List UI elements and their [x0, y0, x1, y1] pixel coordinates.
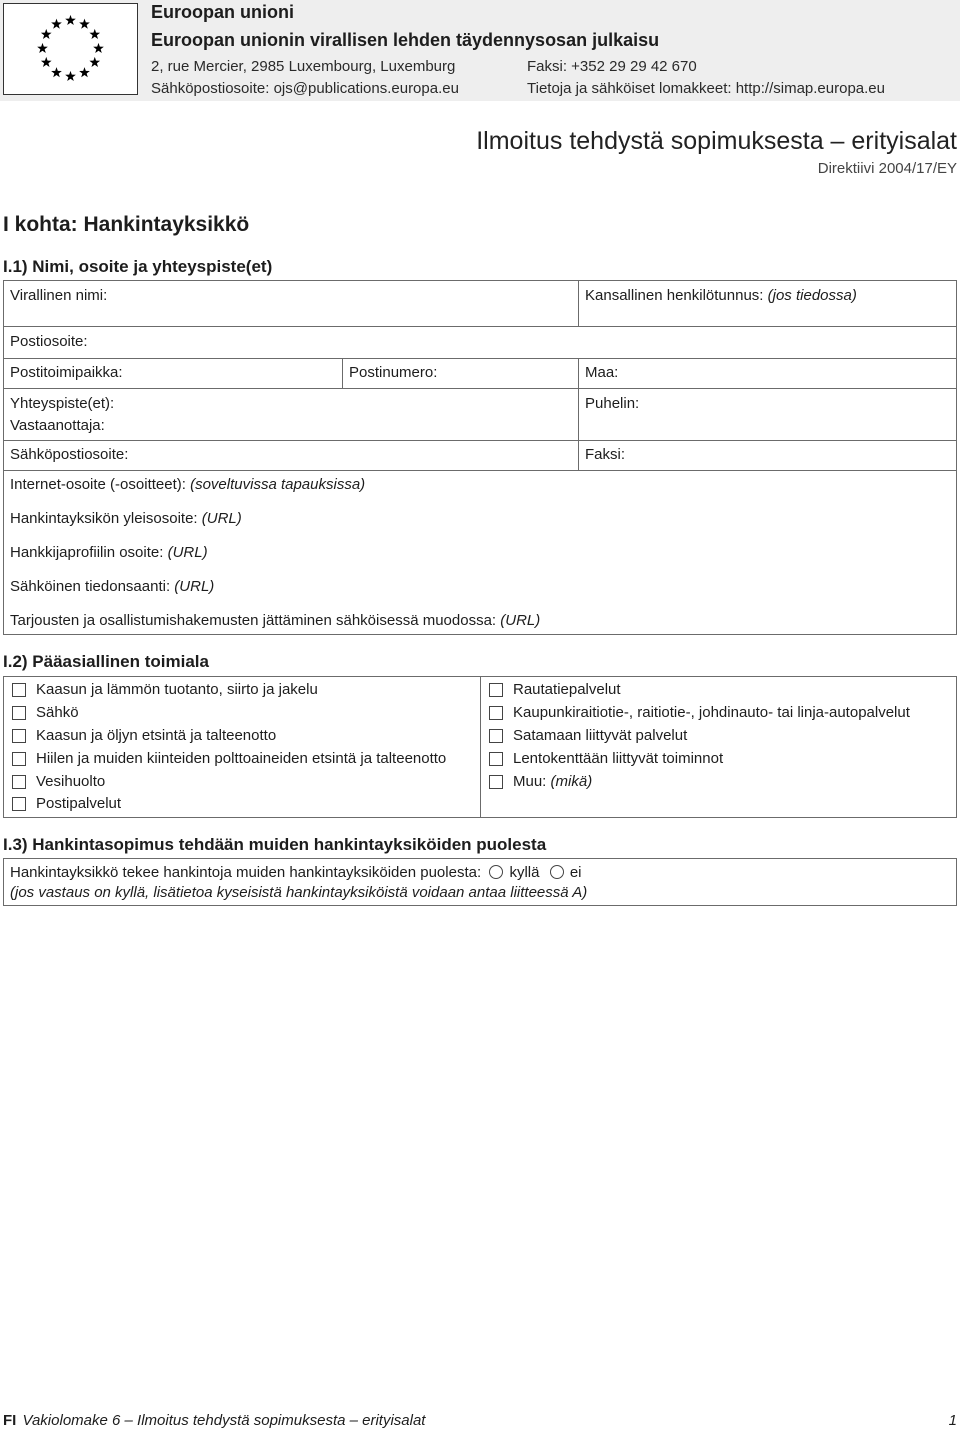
header-email-label: Sähköpostiosoite: [151, 80, 270, 97]
activity-option [481, 747, 956, 770]
footer-left [3, 1411, 425, 1431]
activity-other-note: (mikä) [550, 772, 593, 790]
official-name-field[interactable] [4, 281, 578, 326]
form-title: Ilmoitus tehdystä sopimuksesta – erityisalat [476, 127, 957, 155]
activity-checkbox[interactable] [12, 775, 26, 789]
activity-label: Muu: [513, 772, 547, 790]
electronic-access-field[interactable] [4, 573, 956, 607]
national-id-label: Kansallinen henkilötunnus: [585, 287, 764, 304]
on-behalf-box [3, 858, 957, 906]
activity-checkbox[interactable] [489, 683, 503, 697]
url-label: Tarjousten ja osallistumishakemusten jättäminen sähköisessä muodossa: [10, 612, 497, 629]
flag-star-icon [51, 67, 62, 77]
activity-option [481, 679, 956, 702]
subsection-heading-i2: I.2) Pääasiallinen toimiala [3, 652, 209, 671]
buyer-profile-field[interactable] [4, 539, 956, 573]
subsection-heading-i3: I.3) Hankintasopimus tehdään muiden hankintayksiköiden puolesta [3, 835, 547, 854]
email-field[interactable] [4, 441, 578, 470]
country-field[interactable] [578, 359, 956, 388]
activity-checkbox[interactable] [489, 706, 503, 720]
header-info-link[interactable]: http://simap.europa.eu [735, 80, 885, 97]
flag-star-icon [89, 57, 100, 67]
activity-checkbox[interactable] [12, 683, 26, 697]
fax-label: Faksi: [585, 446, 626, 463]
flag-star-icon [41, 57, 52, 67]
main-activity-box [3, 676, 957, 818]
contact-points-field[interactable] [4, 389, 578, 440]
contact-points-label: Yhteyspiste(et): [10, 395, 115, 412]
email-label: Sähköpostiosoite: [10, 446, 129, 463]
activity-label: Postipalvelut [36, 795, 122, 813]
flag-star-icon [65, 71, 76, 81]
flag-star-icon [41, 29, 52, 39]
postal-code-field[interactable] [342, 359, 578, 388]
header-info-label: Tietoja ja sähköiset lomakkeet: [527, 80, 732, 97]
activity-option [4, 770, 480, 793]
flag-star-icon [51, 19, 62, 29]
national-id-field[interactable] [578, 281, 956, 326]
telephone-label: Puhelin: [585, 395, 640, 412]
official-name-label: Virallinen nimi: [10, 287, 108, 304]
on-behalf-question-line [10, 863, 956, 883]
internet-label: Internet-osoite (-osoitteet): [10, 476, 186, 493]
town-field[interactable] [4, 359, 342, 388]
country-label: Maa: [585, 364, 619, 381]
on-behalf-note: (jos vastaus on kyllä, lisätietoa kyseisistä hankintayksiköistä voidaan antaa liitteessä A) [10, 884, 588, 901]
flag-star-icon [37, 43, 48, 53]
internet-addresses-heading [4, 471, 956, 505]
telephone-field[interactable] [578, 389, 956, 440]
internet-addresses [4, 471, 956, 634]
flag-star-icon [93, 43, 104, 53]
contact-details-box [3, 280, 957, 635]
footer-form-name: Vakiolomake 6 – Ilmoitus tehdystä sopimuksesta – erityisalat [22, 1412, 426, 1429]
national-id-note: (jos tiedossa) [767, 287, 857, 304]
section-heading: I kohta: Hankintayksikkö [3, 213, 250, 236]
activity-label: Kaupunkiraitiotie-, raitiotie-, johdinauto- tai linja-autopalvelut [513, 704, 910, 722]
url-label: Sähköinen tiedonsaanti: [10, 578, 171, 595]
footer-page-number: 1 [948, 1412, 957, 1429]
electronic-submission-field[interactable] [4, 607, 956, 631]
postal-code-label: Postinumero: [349, 364, 438, 381]
flag-star-icon [79, 19, 90, 29]
activity-checkbox[interactable] [12, 729, 26, 743]
flag-star-icon [79, 67, 90, 77]
activity-checkbox[interactable] [489, 752, 503, 766]
activity-label: Kaasun ja öljyn etsintä ja talteenotto [36, 726, 277, 744]
activity-label: Vesihuolto [36, 772, 106, 790]
eu-flag-logo [3, 3, 138, 95]
activity-option [481, 702, 956, 725]
footer-language: FI [3, 1412, 17, 1429]
header-info-line [527, 79, 885, 99]
fax-field[interactable] [578, 441, 956, 470]
activity-checkbox[interactable] [489, 775, 503, 789]
general-address-field[interactable] [4, 505, 956, 539]
town-label: Postitoimipaikka: [10, 364, 123, 381]
activity-label: Sähkö [36, 704, 79, 722]
activity-option [4, 702, 480, 725]
header-publication: Euroopan unionin virallisen lehden täydennysosan julkaisu [151, 30, 660, 50]
header-org-name: Euroopan unioni [151, 2, 294, 22]
header-fax: Faksi: +352 29 29 42 670 [527, 58, 697, 75]
url-note: (URL) [201, 510, 242, 527]
activity-checkbox[interactable] [12, 797, 26, 811]
attention-label: Vastaanottaja: [10, 417, 105, 434]
activity-label: Rautatiepalvelut [513, 681, 621, 699]
activity-label: Hiilen ja muiden kiinteiden polttoaineiden etsintä ja talteenotto [36, 749, 447, 767]
activity-label: Kaasun ja lämmön tuotanto, siirto ja jakelu [36, 681, 318, 699]
radio-yes-label: kyllä [509, 864, 540, 881]
activity-option [4, 793, 480, 816]
activity-option [4, 679, 480, 702]
header-address: 2, rue Mercier, 2985 Luxembourg, Luxemburg [151, 58, 456, 75]
flag-star-icon [89, 29, 100, 39]
flag-star-icon [65, 15, 76, 25]
activity-option [481, 725, 956, 748]
radio-yes[interactable] [489, 865, 503, 879]
header-email-line [151, 79, 459, 99]
url-label: Hankintayksikön yleisosoite: [10, 510, 198, 527]
activity-option [4, 747, 480, 770]
url-label: Hankkijaprofiilin osoite: [10, 544, 164, 561]
activity-column-left [4, 677, 480, 817]
header-email-link[interactable]: ojs@publications.europa.eu [273, 80, 459, 97]
postal-address-field[interactable] [4, 327, 956, 358]
url-note: (URL) [500, 612, 541, 629]
postal-address-label: Postiosoite: [10, 333, 88, 350]
activity-column-right [480, 677, 956, 817]
activity-label: Lentokenttään liittyvät toiminnot [513, 749, 724, 767]
activity-label: Satamaan liittyvät palvelut [513, 726, 688, 744]
activity-option-other [481, 770, 956, 793]
activity-checkbox[interactable] [12, 706, 26, 720]
subsection-heading-i1: I.1) Nimi, osoite ja yhteyspiste(et) [3, 257, 273, 276]
internet-note: (soveltuvissa tapauksissa) [190, 476, 366, 493]
eu-flag-icon [4, 4, 137, 94]
activity-checkbox[interactable] [489, 729, 503, 743]
activity-checkbox[interactable] [12, 752, 26, 766]
activity-option [4, 725, 480, 748]
url-note: (URL) [167, 544, 208, 561]
on-behalf-question: Hankintayksikkö tekee hankintoja muiden hankintayksiköiden puolesta: [10, 864, 482, 881]
radio-no-label: ei [569, 864, 582, 881]
url-note: (URL) [174, 578, 215, 595]
radio-no[interactable] [550, 865, 564, 879]
directive-label: Direktiivi 2004/17/EY [817, 160, 957, 177]
